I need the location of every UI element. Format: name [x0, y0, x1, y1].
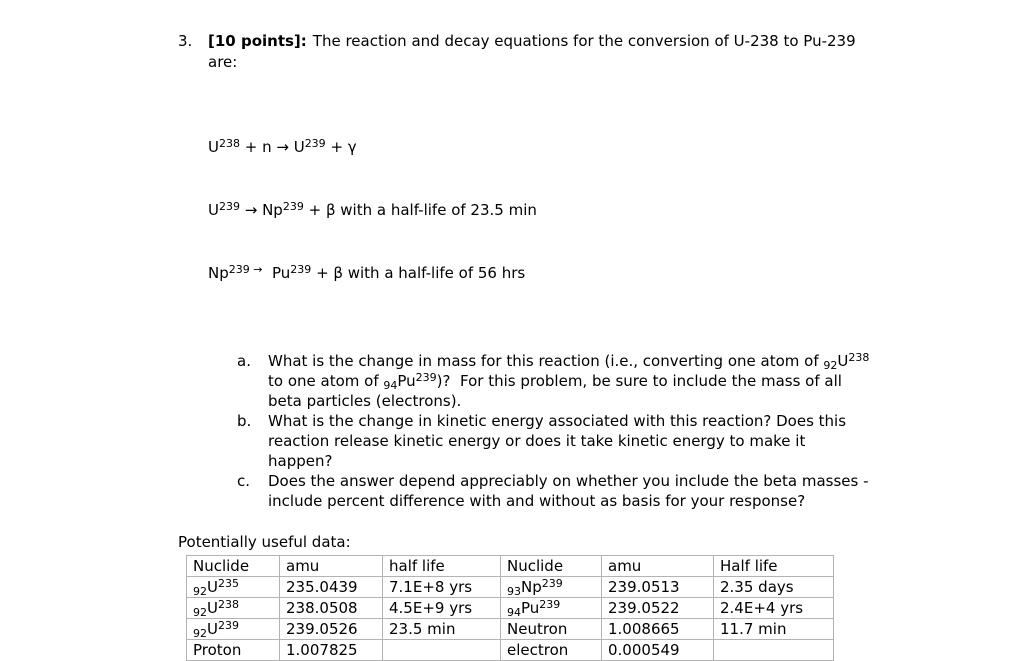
question-marker: c.	[237, 472, 251, 490]
question-item-b	[237, 411, 878, 471]
table-cell: $_{92}U^{239}$	[187, 619, 280, 640]
data-table-body	[187, 577, 834, 661]
table-cell: $_{92}U^{238}$	[187, 598, 280, 619]
col-header-nuclide-2: Nuclide	[501, 556, 602, 577]
table-cell: 239.0513	[602, 577, 714, 598]
table-row	[187, 640, 834, 661]
table-cell: 235.0439	[280, 577, 383, 598]
table-cell: 11.7 min	[714, 619, 834, 640]
table-cell: 1.007825	[280, 640, 383, 661]
table-cell: 239.0526	[280, 619, 383, 640]
table-header-row	[187, 556, 834, 577]
table-cell: Proton	[187, 640, 280, 661]
table-cell: $_{93}Np^{239}$	[501, 577, 602, 598]
points-label: [10 points]:	[208, 32, 307, 50]
col-header-nuclide-1: Nuclide	[187, 556, 280, 577]
table-cell: 0.000549	[602, 640, 714, 661]
table-cell: $_{92}U^{235}$	[187, 577, 280, 598]
question-marker: b.	[237, 412, 252, 430]
col-header-amu-2: amu	[602, 556, 714, 577]
table-cell: electron	[501, 640, 602, 661]
table-cell	[714, 640, 834, 661]
question-item-a	[237, 351, 878, 411]
col-header-halflife-2: Half life	[714, 556, 834, 577]
table-cell: Neutron	[501, 619, 602, 640]
table-cell: 238.0508	[280, 598, 383, 619]
table-cell: $_{94}Pu^{239}$	[501, 598, 602, 619]
table-row	[187, 619, 834, 640]
table-cell: 239.0522	[602, 598, 714, 619]
table-cell	[383, 640, 501, 661]
table-row	[187, 577, 834, 598]
table-cell: 7.1E+8 yrs	[383, 577, 501, 598]
table-cell: 2.4E+4 yrs	[714, 598, 834, 619]
problem-intro: The reaction and decay equations for the conversion of U-238 to Pu-239 are:	[208, 32, 856, 71]
question-text: Does the answer depend appreciably on whether you include the beta masses - include percent difference with and without as basis for your response?	[268, 472, 874, 510]
question-text: What is the change in kinetic energy associated with this reaction? Does this reaction release kinetic energy or does it take kinetic energy to make it happen?	[268, 412, 851, 470]
table-cell: 2.35 days	[714, 577, 834, 598]
col-header-halflife-1: half life	[383, 556, 501, 577]
problem-number: 3.	[178, 32, 193, 50]
question-list	[237, 351, 878, 511]
document	[178, 31, 878, 661]
table-cell: 1.008665	[602, 619, 714, 640]
table-row	[187, 598, 834, 619]
question-item-c	[237, 471, 878, 511]
equation-line-1: $U^{238} + n \to U^{239} + \gamma$	[208, 137, 357, 156]
question-marker: a.	[237, 352, 251, 370]
table-cell: 4.5E+9 yrs	[383, 598, 501, 619]
problem-heading	[178, 31, 876, 73]
data-section-label: Potentially useful data:	[178, 533, 351, 551]
table-cell: 23.5 min	[383, 619, 501, 640]
col-header-amu-1: amu	[280, 556, 383, 577]
equation-line-2: $U^{239} \to Np^{239} + \beta$ with a half-life of 23.5 min	[208, 200, 537, 219]
equation-line-3: $Np^{239 \to}$ $Pu^{239} + \beta$ with a half-life of 56 hrs	[208, 263, 526, 282]
data-table	[186, 555, 834, 661]
equations-block	[208, 95, 878, 326]
question-text: What is the change in mass for this reaction (i.e., converting one atom of $_{92}U^{238}$ to one atom of $_{94}Pu^{239}$)? For this problem, be sure to include the mass of all beta particles (electrons).	[268, 351, 875, 410]
